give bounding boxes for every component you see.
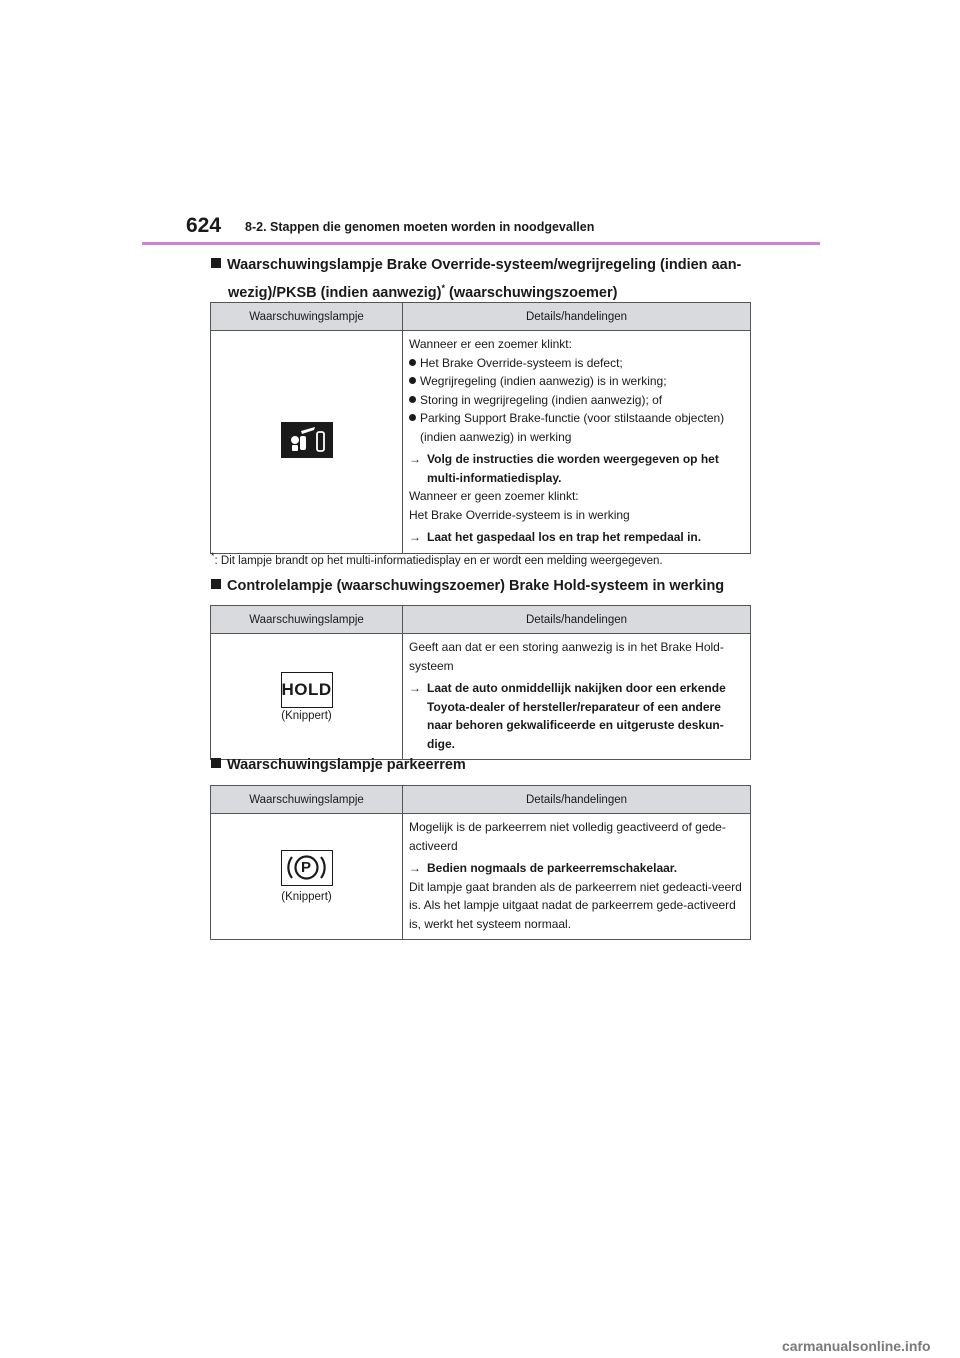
icon-cell bbox=[211, 634, 403, 760]
column-header-lamp: Waarschuwingslampje bbox=[211, 303, 403, 331]
details-cell bbox=[403, 634, 751, 760]
bullet-item: Wegrijregeling (indien aanwezig) is in werking; bbox=[409, 372, 744, 391]
details-cell bbox=[403, 331, 751, 554]
section-heading-brake-override bbox=[211, 254, 751, 305]
column-header-lamp: Waarschuwingslampje bbox=[211, 786, 403, 814]
bullet-item: Het Brake Override-systeem is defect; bbox=[409, 354, 744, 373]
details-text: Geeft aan dat er een storing aanwezig is in het Brake Hold-systeem bbox=[409, 640, 724, 673]
icon-cell bbox=[211, 814, 403, 940]
section-square-icon bbox=[211, 579, 221, 589]
action-instruction: → Volg de instructies die worden weergegeven op het multi-informatiedisplay. bbox=[409, 452, 719, 485]
bullet-item: Parking Support Brake-functie (voor stilstaande objecten) (indien aanwezig) in werking bbox=[409, 409, 744, 446]
section-square-icon bbox=[211, 258, 221, 268]
column-header-details: Details/handelingen bbox=[403, 786, 751, 814]
bullet-icon bbox=[409, 414, 416, 421]
action-instruction: → Bedien nogmaals de parkeerremschakelaar. bbox=[409, 859, 744, 878]
details-intro-2: Wanneer er geen zoemer klinkt: bbox=[409, 489, 579, 503]
icon-cell bbox=[211, 331, 403, 554]
warning-table-brake-hold bbox=[210, 605, 751, 760]
arrow-icon: → bbox=[409, 530, 421, 544]
bullet-icon bbox=[409, 377, 416, 384]
action-instruction: → Laat de auto onmiddellijk nakijken door een erkende Toyota-dealer of hersteller/reparateur of een andere naar behoren gekwalificeerde en uitgeruste deskun-dige. bbox=[409, 681, 726, 751]
details-text-2: Dit lampje gaat branden als de parkeerrem niet gedeacti-veerd is. Als het lampje uitgaat nadat de parkeerrem gede-activeerd is, werkt het systeem normaal. bbox=[409, 879, 742, 931]
footnote-marker: * bbox=[441, 283, 446, 293]
header-rule bbox=[142, 242, 820, 245]
parking-brake-icon bbox=[281, 850, 333, 886]
action-instruction: → Laat het gaspedaal los en trap het rempedaal in. bbox=[409, 528, 744, 547]
bullet-item: Storing in wegrijregeling (indien aanwezig); of bbox=[409, 391, 744, 410]
details-intro-2b: Het Brake Override-systeem is in werking bbox=[409, 507, 630, 522]
watermark: carmanualsonline.info bbox=[782, 1338, 931, 1354]
page-number: 624 bbox=[186, 214, 222, 237]
section-square-icon bbox=[211, 758, 221, 768]
heading-line2: wezig)/PKSB (indien aanwezig) bbox=[228, 284, 442, 301]
details-cell bbox=[403, 814, 751, 940]
icon-caption: (Knippert) bbox=[281, 891, 332, 903]
parking-brake-letter: P bbox=[300, 859, 311, 876]
section-heading-parking-brake: Waarschuwingslampje parkeerrem bbox=[211, 754, 751, 777]
arrow-icon: → bbox=[409, 861, 421, 875]
column-header-details: Details/handelingen bbox=[403, 606, 751, 634]
warning-table-brake-override bbox=[210, 302, 751, 554]
details-intro: Wanneer er een zoemer klinkt: bbox=[409, 337, 572, 351]
column-header-details: Details/handelingen bbox=[403, 303, 751, 331]
hold-indicator-icon: HOLD bbox=[281, 672, 333, 708]
bullet-icon bbox=[409, 396, 416, 403]
footnote: *: Dit lampje brandt op het multi-informatiedisplay en er wordt een melding weergegeven. bbox=[211, 551, 663, 567]
details-text: Mogelijk is de parkeerrem niet volledig geactiveerd of gede-activeerd bbox=[409, 820, 726, 853]
arrow-icon: → bbox=[409, 681, 421, 695]
brake-override-warning-icon bbox=[281, 422, 333, 458]
bullet-icon bbox=[409, 359, 416, 366]
arrow-icon: → bbox=[409, 452, 421, 466]
section-heading-brake-hold: Controlelampje (waarschuwingszoemer) Brake Hold-systeem in werking bbox=[211, 575, 751, 598]
column-header-lamp: Waarschuwingslampje bbox=[211, 606, 403, 634]
chapter-title: 8-2. Stappen die genomen moeten worden in noodgevallen bbox=[245, 220, 595, 234]
warning-table-parking-brake bbox=[210, 785, 751, 940]
heading-line1: Waarschuwingslampje Brake Override-systeem/wegrijregeling (indien aan- bbox=[227, 257, 742, 273]
heading-line2-post: (waarschuwingszoemer) bbox=[445, 284, 618, 301]
icon-caption: (Knippert) bbox=[281, 709, 332, 722]
